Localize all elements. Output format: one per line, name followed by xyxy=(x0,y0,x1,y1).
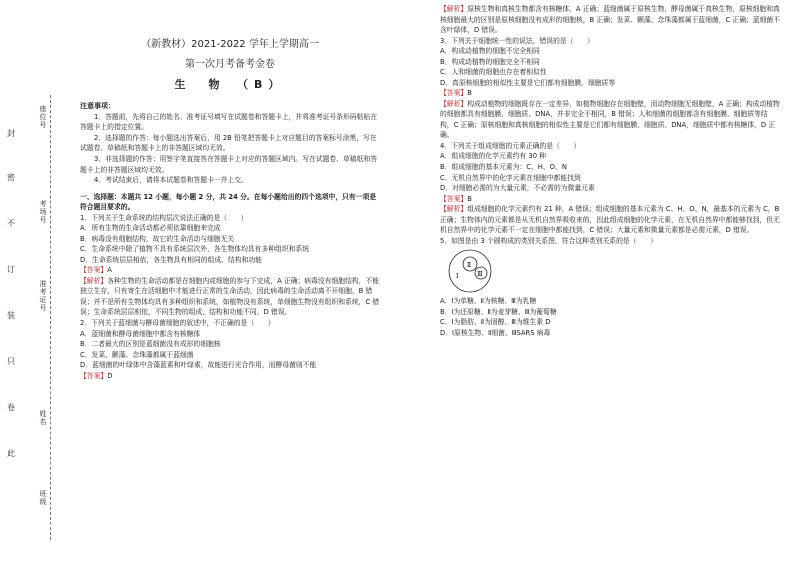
seal-line xyxy=(50,95,51,540)
answer-value: A xyxy=(107,266,112,275)
left-column xyxy=(80,0,380,381)
question-1 xyxy=(80,213,380,318)
option-c: C．Ⅰ为脂肪、Ⅱ为固醇、Ⅲ为维生素 D xyxy=(440,318,551,327)
answer-value: B xyxy=(467,194,472,203)
seal-char-5: 装 xyxy=(7,311,15,320)
option-d: D．Ⅰ原核生物、Ⅱ细菌、ⅢSARS 病毒 xyxy=(440,328,551,337)
analysis-tag: 【解析】 xyxy=(440,5,468,13)
notice-item: 1．答题前，先将自己的姓名、准考证号填写在试题卷和答题卡上，并将准考证号条形码粘贴在答题卡上的指定位置。 xyxy=(80,112,377,132)
answer-tag: 【答案】 xyxy=(440,89,468,98)
question-stem: 1．下列关于生命系统的结构层次说法正确的是（ ） xyxy=(80,213,248,222)
answer-line xyxy=(440,194,780,205)
analysis xyxy=(440,99,780,141)
analysis-tag: 【解析】 xyxy=(440,205,468,214)
label-iii: Ⅲ xyxy=(477,271,483,279)
exam-subtitle: 第一次月考备考金卷 xyxy=(185,58,275,70)
venn-diagram xyxy=(446,248,506,294)
option-a: A．蓝细菌和酵母菌细胞中都含有核糖体 xyxy=(80,329,201,338)
question-4 xyxy=(440,141,780,236)
notice-item: 3．非选择题的作答：用签字笔直接答在答题卡上对应的答题区域内。写在试题卷、草稿纸和答题卡上的非答题区域均无效。 xyxy=(80,155,377,174)
question-stem: 3．下列关于细胞统一性的说法，错误的是（ ） xyxy=(440,36,594,45)
answer-tag: 【答案】 xyxy=(80,371,108,380)
section-heading: 一、选择题：本题共 12 小题，每小题 2 分，共 24 分。在每小题给出的四个选项中，只有一项是符合题目要求的。 xyxy=(80,192,377,212)
right-column xyxy=(440,4,780,338)
option-b: B．病毒没有细胞结构，故它的生命活动与细胞无关 xyxy=(80,234,235,243)
seal-char-4: 订 xyxy=(7,265,15,274)
answer-value: B xyxy=(467,89,472,98)
seat-number-label: 座位号 xyxy=(39,105,47,129)
exam-room-label: 考场号 xyxy=(39,200,47,224)
option-a: A．构成动植物的细胞不完全相同 xyxy=(440,47,540,56)
option-b: B．Ⅰ为还原糖、Ⅱ为麦芽糖、Ⅲ为葡萄糖 xyxy=(440,307,557,316)
option-d: D．对细胞必需的为大量元素，不必需的为微量元素 xyxy=(440,184,595,193)
binding-margin xyxy=(0,0,60,562)
option-b: B．构成动植物的细胞完全不相同 xyxy=(440,57,540,66)
exam-title: （新教材）2021-2022 学年上学期高一 xyxy=(141,39,319,50)
option-d: D．生命系统层层相依，各生物具有相同的组成、结构和功能 xyxy=(80,255,262,264)
option-c: C．人和细菌的细胞也存在着相似性 xyxy=(440,68,547,77)
analysis-text: 原核生物和真核生物都含有核糖体，A 正确；蓝细菌属于原核生物，酵母菌属于真核生物，原核细胞和真核细胞最大的区别是原核细胞没有成形的细胞核，B 正确；发菜、颤藻、念珠藻都属于蓝细菌，C 正确；蓝细菌不含叶绿体，D 错误。 xyxy=(440,5,780,35)
analysis xyxy=(80,276,380,318)
ticket-number-label: 准考证号 xyxy=(39,280,47,312)
subject-title: 生 物 （B） xyxy=(174,78,286,91)
analysis-text: 构成动植物的细胞既存在一定差异，如植物细胞存在细胞壁，而动物细胞无细胞壁，A 正确；构成动植物的细胞都具有细胞膜、细胞质、DNA，并非完全不相同，B 错误；人和细菌的细胞都含有细胞膜、细胞质等结构，C 正确；原核细胞和真核细胞的相似性主要是它们都有细胞膜、细胞质、DNA，细胞质中都有核糖体，D 正确。 xyxy=(440,99,780,140)
label-ii: Ⅱ xyxy=(467,262,472,270)
option-d: D．真原核细胞的相似性主要是它们都有细胞膜、细胞质等 xyxy=(440,78,616,87)
answer-tag: 【答案】 xyxy=(440,194,468,203)
seal-char-8: 此 xyxy=(7,449,15,458)
analysis-tag: 【解析】 xyxy=(80,276,108,285)
analysis-tag: 【解析】 xyxy=(440,99,468,108)
option-c: C．发菜、颤藻、念珠藻都属于蓝细菌 xyxy=(80,350,194,359)
option-b: B．组成细胞的基本元素为：C、H、O、N xyxy=(440,162,567,171)
question-stem: 2．下列关于蓝细菌与酵母菌细胞的叙述中，不正确的是（ ） xyxy=(80,318,275,327)
analysis-text: 组成细胞的化学元素约有 21 种，A 错误；组成细胞的基本元素为 C、H、O、N，最基本的元素为 C，B 正确；生物体内的元素都是从无机自然界吸收来的，因此组成细胞的化学元素，在无机自然界中都能够找到，但无机自然界中的化学元素不一定在细胞中都能找到，C 错误；大量元素和微量元素都是必需元素，D 错误。 xyxy=(440,205,780,235)
seal-char-7: 卷 xyxy=(7,403,15,412)
answer-line xyxy=(80,265,380,276)
analysis xyxy=(440,4,780,36)
name-label: 姓名 xyxy=(39,410,47,426)
circle-diagram xyxy=(440,248,780,294)
question-3 xyxy=(440,36,780,141)
question-2 xyxy=(80,318,380,381)
answer-tag: 【答案】 xyxy=(80,266,108,275)
option-b: B．二者最大的区别是蓝细菌没有成形的细胞核 xyxy=(80,340,221,349)
notice-item: 4．考试结束后，请将本试题卷和答题卡一并上交。 xyxy=(94,176,248,185)
seal-char-1: 封 xyxy=(7,129,15,138)
answer-value: D xyxy=(107,371,113,380)
answer-line xyxy=(440,88,780,99)
option-c: C．无机自然界中的化学元素在细胞中都能找到 xyxy=(440,173,581,182)
question-stem: 4．下列关于组成细胞的元素正确的是（ ） xyxy=(440,141,581,150)
option-a: A．组成细胞的化学元素约有 30 种 xyxy=(440,152,546,161)
option-a: A．所有生物的生命活动都必须依靠细胞来完成 xyxy=(80,224,221,233)
notice-item: 2．选择题的作答：每小题选出答案后，用 2B 铅笔把答题卡上对应题目的答案标号涂黑，写在试题卷、草稿纸和答题卡上的非答题区域均无效。 xyxy=(80,133,377,153)
answer-line xyxy=(80,371,380,382)
option-c: C．生命系统中除了植物不具有系统层次外，各生物体均具有多种组织和系统 xyxy=(80,245,310,254)
seal-char-6: 只 xyxy=(7,357,15,366)
class-label: 班级 xyxy=(39,490,47,506)
seal-char-2: 密 xyxy=(7,173,15,182)
analysis-text: 各种生物的生命活动都是在细胞内或细胞的参与下完成，A 正确；病毒没有细胞结构，不能独立生存，只有寄生在活细胞中才能进行正常的生命活动，因此病毒的生命活动离不开细胞，B 错误；并不是所有生物体均具有多种组织和系统，如植物没有系统，单细胞生物没有组织和系统，C 错误；生命系统层层相依，不同生物的组成、结构和功能不同，D 错误。 xyxy=(80,276,380,317)
question-5 xyxy=(440,236,780,339)
analysis xyxy=(440,204,780,236)
notice-heading: 注意事项： xyxy=(80,102,115,111)
option-d: D．蓝细菌的叶绿体中含藻蓝素和叶绿素，故能进行光合作用，而酵母菌则不能 xyxy=(80,361,317,370)
seal-char-3: 不 xyxy=(7,219,15,228)
label-i: Ⅰ xyxy=(456,273,459,281)
option-a: A．Ⅰ为单糖、Ⅱ为核糖、Ⅲ为乳糖 xyxy=(440,297,537,306)
question-stem: 5．如图是由 3 个圆构成的类别关系图，符合这种类别关系的是（ ） xyxy=(440,236,657,245)
